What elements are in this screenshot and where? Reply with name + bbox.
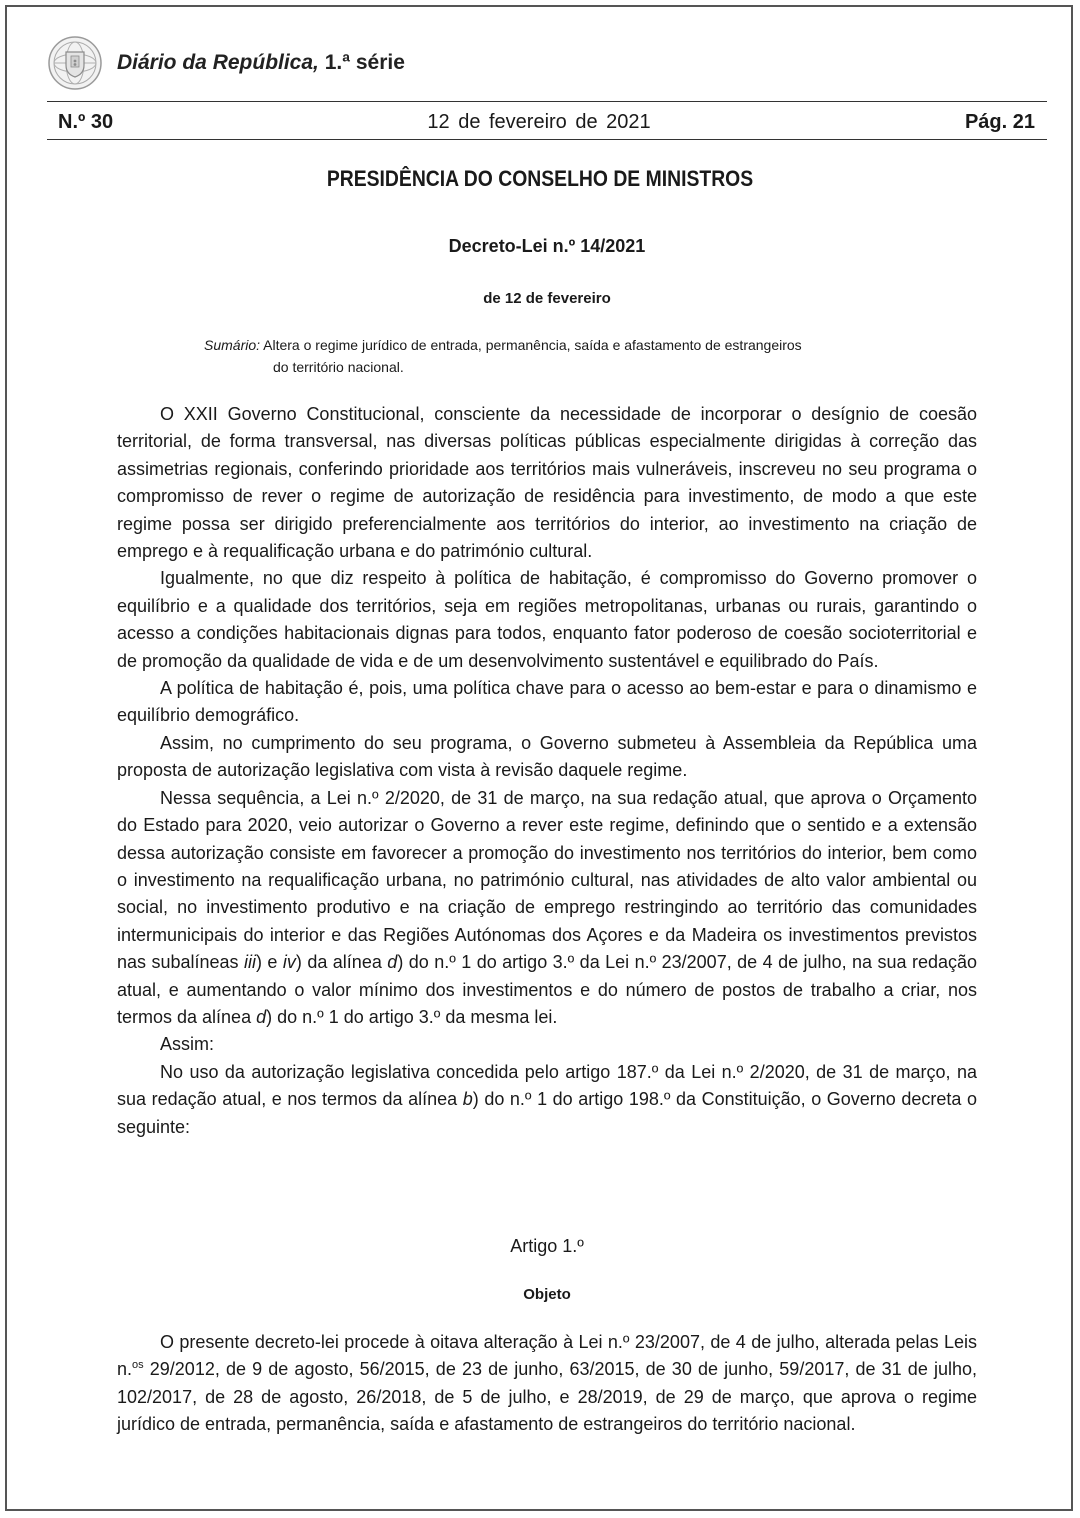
subparagraph-ref: d: [387, 952, 398, 973]
paragraph-6: Assim:: [160, 1034, 214, 1055]
journal-series: 1.ª série: [318, 51, 405, 74]
issue-header: [58, 109, 1035, 135]
issue-number: N.º 30: [58, 110, 114, 133]
paragraph-4: Assim, no cumprimento do seu programa, o Governo submeteu à Assembleia da República uma proposta de autorização legislativa com vista à revisão daquele regime.: [117, 732, 977, 781]
header-top-rule: [47, 101, 1047, 102]
paragraph-3: A política de habitação é, pois, uma política chave para o acesso ao bem-estar e para o dinamismo e equilíbrio demográfico.: [117, 678, 977, 726]
subparagraph-ref: b: [462, 1089, 473, 1110]
summary-text-line2: do território nacional.: [273, 359, 404, 375]
article-title: Artigo 1.º: [510, 1236, 584, 1256]
paragraph-5-text: Nessa sequência, a Lei n.º 2/2020, de 31 de março, na sua redação atual, que aprova o Orçamento do Estado para 2020, veio autorizar o Governo a rever este regime, definindo que o sentido e a extensão dessa autorização consiste em favorecer a promoção do investimento nos territórios do interior, bem como o investimento na requalificação urbana, no património cultural, nas atividades de alto valor ambiental ou social, no investimento produtivo e na criação de emprego restringindo ao território das comunidades intermunicipais do interior e das Regiões Autónomas dos Açores e da Madeira os investimentos previstos nas subalíneas: [117, 787, 977, 973]
paragraph-1: O XXII Governo Constitucional, consciente da necessidade de incorporar o desígnio de coesão territorial, de forma transversal, nas diversas políticas públicas especialmente dirigidas à correção das assimetrias regionais, conferindo prioridade aos territórios mais vulneráveis, inscreveu no seu programa o compromisso de rever o regime de autorização de residência para investimento, de modo a que este regime possa ser dirigido preferencialmente aos territórios do interior, ao investimento na criação de emprego e à requalificação urbana e do património cultural.: [117, 404, 977, 562]
masthead: [47, 34, 405, 92]
journal-name: Diário da República,: [117, 51, 319, 74]
article-paragraph: [117, 1329, 977, 1439]
paragraph-7-text: No uso da autorização legislativa concedida pelo artigo 187.º da Lei n.º 2/2020, de 31 de março, na sua redação atual, e nos termos da alínea: [117, 1061, 977, 1110]
article-subtitle: Objeto: [523, 1286, 571, 1303]
summary-text-line1: Altera o regime jurídico de entrada, permanência, saída e afastamento de estrangeiros: [260, 337, 802, 353]
journal-title: [117, 51, 405, 75]
decree-date: de 12 de fevereiro: [483, 290, 611, 307]
header-bottom-rule: [47, 139, 1047, 140]
decree-title: Decreto-Lei n.º 14/2021: [448, 236, 646, 256]
paragraph-2: Igualmente, no que diz respeito à política de habitação, é compromisso do Governo promover o equilíbrio e a qualidade dos territórios, seja em regiões metropolitanas, urbanas ou rurais, garantindo o acesso a condições habitacionais dignas para todos, enquanto fator poderoso de coesão socioterritorial e de promoção da qualidade de vida e de um desenvolvimento sustentável e equilibrado do País.: [117, 568, 977, 671]
paragraph-7: [117, 1059, 977, 1141]
summary-label: Sumário:: [204, 337, 261, 353]
ordinal-superscript: os: [132, 1359, 144, 1372]
issuer-heading: PRESIDÊNCIA DO CONSELHO DE MINISTROS: [326, 166, 754, 191]
article-text: O presente decreto-lei procede à oitava alteração à Lei n.º 23/2007, de 4 de julho, alterada pelas Leis n.: [117, 1332, 977, 1380]
subparagraph-ref: iii: [243, 952, 256, 973]
subparagraph-ref: iv: [282, 952, 296, 973]
paragraph-5: [117, 785, 977, 1032]
preamble: [117, 401, 977, 1141]
paragraph-5-text: ) do n.º 1 do artigo 3.º da mesma lei.: [266, 1006, 558, 1027]
page-number: Pág. 21: [964, 110, 1035, 133]
summary: [204, 334, 904, 378]
article-body: [117, 1329, 977, 1439]
paragraph-5-text: ) do n.º 1 do artigo 3.º da Lei n.º 23/2007, de 4 de julho, na sua redação atual, e aumentando o valor mínimo dos investimentos e do número de postos de trabalho a criar, nos termos da alínea: [117, 952, 978, 1027]
paragraph-7-text: ) do n.º 1 do artigo 198.º da Constituição, o Governo decreta o seguinte:: [117, 1089, 978, 1137]
issue-date: 12 de fevereiro de 2021: [427, 110, 651, 133]
article-text: 29/2012, de 9 de agosto, 56/2015, de 23 de junho, 63/2015, de 30 de junho, 59/2017, de 31 de julho, 102/2017, de 28 de agosto, 26/2018, de 5 de julho, e 28/2019, de 29 de março, que aprova o regime jurídico de entrada, permanência, saída e afastamento de estrangeiros do território nacional.: [117, 1359, 977, 1435]
coat-of-arms-seal-icon: [47, 35, 103, 91]
subparagraph-ref: d: [256, 1006, 267, 1027]
paragraph-5-text: ) da alínea: [295, 952, 388, 973]
paragraph-5-text: ) e: [255, 952, 283, 973]
